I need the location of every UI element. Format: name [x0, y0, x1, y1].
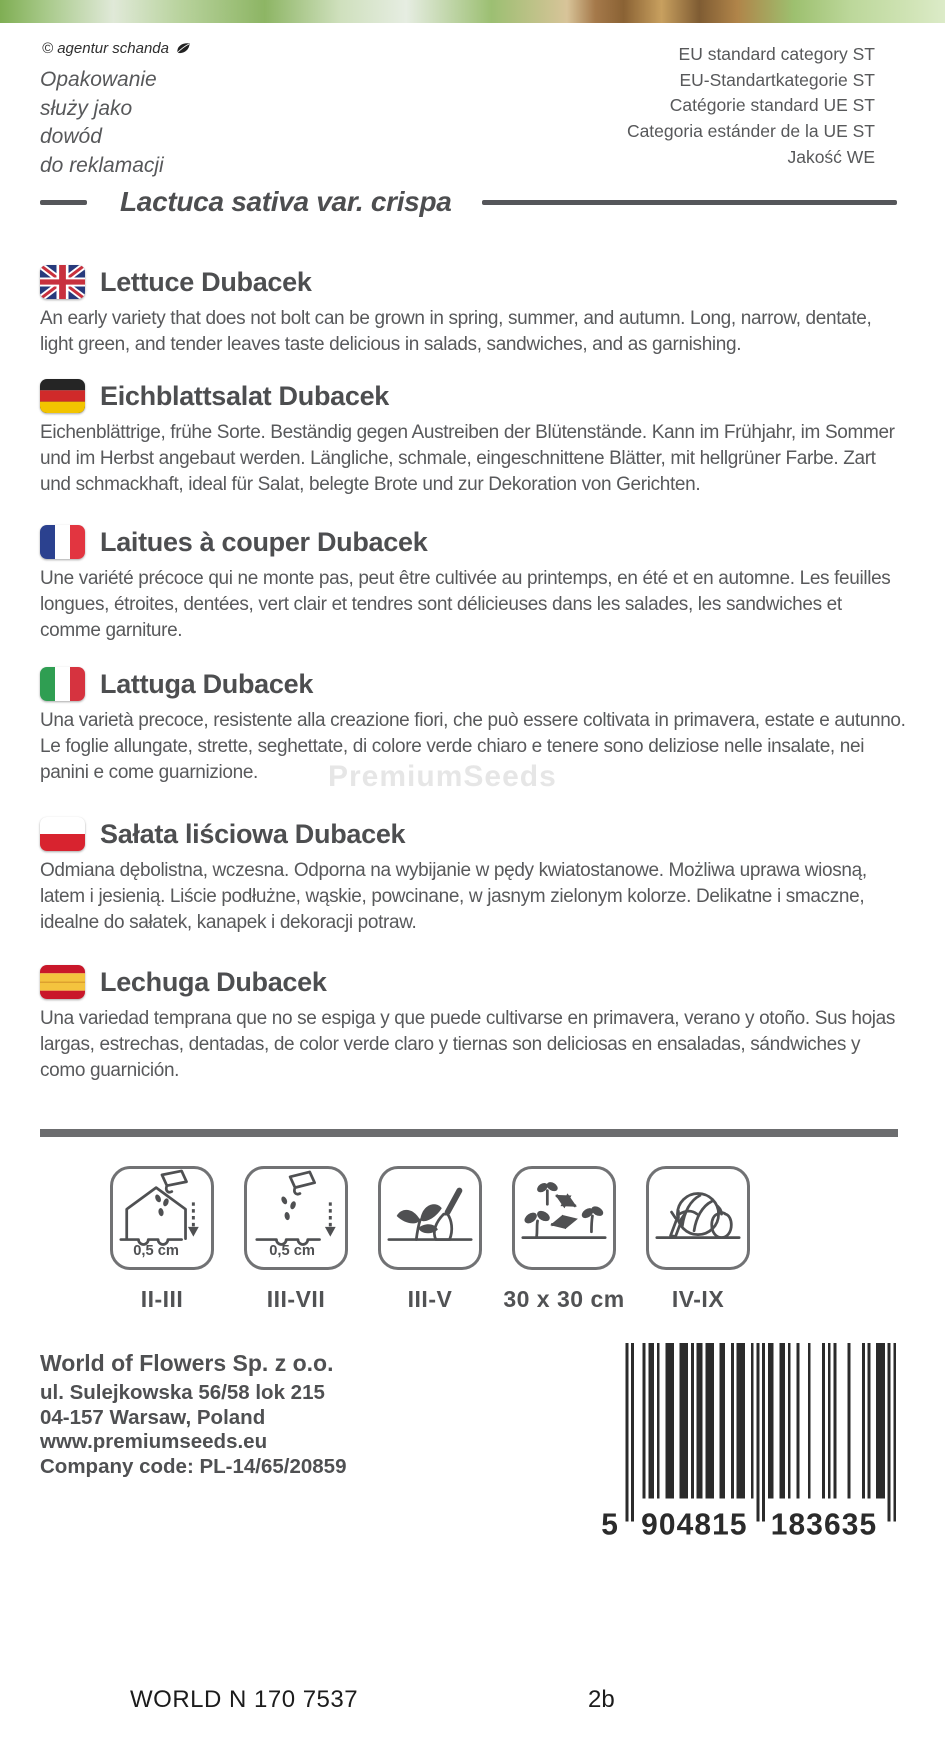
- pictogram-sow-under-cover: [110, 1166, 214, 1313]
- company-address-line: ul. Sulejkowska 56/58 lok 215: [40, 1381, 325, 1404]
- pictogram-sow-outdoors: [244, 1166, 348, 1313]
- spacing-label: 30 x 30 cm: [503, 1286, 625, 1312]
- pictogram-row: [110, 1166, 750, 1313]
- section-description: An early variety that does not bolt can be grown in spring, summer, and autumn. Long, narrow, dentate, light green, and tender leaves taste delicious in salads, sandwiches, and as garnishing.: [40, 308, 872, 355]
- pictogram-box: [244, 1166, 348, 1270]
- sow-under-cover-icon: [113, 1169, 211, 1267]
- section-header: [40, 378, 906, 414]
- print-footer: [0, 1686, 945, 1726]
- section-title: Eichblattsalat Dubacek: [100, 380, 390, 411]
- section-title: Lettuce Dubacek: [100, 266, 312, 297]
- barcode-digits-right: 183635: [770, 1508, 877, 1539]
- section-spanish: [40, 964, 906, 1084]
- footer-batch-code: 2b: [588, 1686, 615, 1713]
- section-title: Laitues à couper Dubacek: [100, 526, 428, 557]
- pictogram-harvest: [646, 1166, 750, 1313]
- section-italian: [40, 666, 906, 786]
- month-label: III-VII: [266, 1286, 326, 1312]
- section-title: Sałata liściowa Dubacek: [100, 818, 406, 849]
- plant-out-icon: [381, 1169, 479, 1267]
- section-description: Una varietà precoce, resistente alla creazione fiori, che può essere coltivata in primavera, estate e autunno. Le foglie allungate, strette, seghettate, di colore verde chiaro e tenere sono deliziose nelle insalate, nei panini e come guarnizione.: [40, 710, 906, 783]
- botanical-title: Lactuca sativa var. crispa: [120, 186, 452, 217]
- watermark: PremiumSeeds: [328, 760, 557, 793]
- category-line: EU standard category ST: [678, 44, 875, 64]
- sow-depth-label: 0,5 cm: [269, 1243, 315, 1260]
- section-description: Une variété précoce qui ne monte pas, peut être cultivée au printemps, en été et en automne. Les feuilles longues, étroites, dentées, vert clair et tendres sont délicieuses dans les salades, les sandwiches et comme garniture.: [40, 568, 891, 641]
- sow-outdoors-icon: [247, 1169, 345, 1267]
- uk-flag-icon: [40, 265, 85, 299]
- poland-flag-icon: [40, 817, 85, 851]
- section-title: Lattuga Dubacek: [100, 668, 314, 699]
- month-label: II-III: [140, 1286, 184, 1312]
- section-header: [40, 264, 906, 300]
- pictogram-box: [646, 1166, 750, 1270]
- sow-depth-label: 0,5 cm: [133, 1243, 179, 1260]
- germany-flag-icon: [40, 379, 85, 413]
- section-polish: [40, 816, 906, 936]
- barcode-digit-first: 5: [601, 1508, 618, 1539]
- category-line: EU-Standartkategorie ST: [679, 69, 875, 90]
- claim-line: do reklamacji: [40, 153, 164, 177]
- section-description: Eichenblättrige, frühe Sorte. Beständig gegen Austreiben der Blütenstände. Kann im Frühjahr, im Sommer und im Herbst angebaut werden. Längliche, schmale, eingeschnittene Blätter, mit hellgrüner Farbe. Zart und schmackhaft, ideal für Salat, belegte Brote und zur Dekoration von Gerichten.: [40, 422, 895, 495]
- section-header: [40, 666, 906, 702]
- italy-flag-icon: [40, 667, 85, 701]
- claim-block: [40, 66, 164, 180]
- botanical-title-row: [40, 186, 897, 218]
- section-header: [40, 816, 906, 852]
- pictogram-plant-out: [378, 1166, 482, 1313]
- company-address-line: 04-157 Warsaw, Poland: [40, 1405, 266, 1429]
- france-flag-icon: [40, 525, 85, 559]
- lettuce-photo-strip: [0, 0, 945, 23]
- title-rule-right: [482, 200, 897, 205]
- claim-line: dowód: [40, 125, 102, 148]
- copyright-text: © agentur schanda: [42, 40, 169, 57]
- barcode-svg: [597, 1343, 899, 1539]
- eu-category-block: [627, 42, 875, 171]
- pictogram-plant-spacing: [503, 1166, 625, 1313]
- month-label: III-V: [407, 1286, 453, 1312]
- barcode-digits-left: 904815: [641, 1508, 747, 1539]
- claim-line: Opakowanie: [40, 68, 157, 91]
- pictogram-box: [378, 1166, 482, 1270]
- claim-line: służy jako: [40, 96, 133, 120]
- company-block: [40, 1350, 347, 1479]
- section-english: [40, 264, 906, 358]
- plant-spacing-icon: [515, 1169, 613, 1267]
- pictogram-box: [512, 1166, 616, 1270]
- category-line: Jakość WE: [787, 146, 875, 167]
- footer-print-code: WORLD N 170 7537: [130, 1686, 359, 1713]
- category-line: Categoria estánder de la UE ST: [626, 121, 875, 142]
- section-title: Lechuga Dubacek: [100, 966, 327, 997]
- category-line: Catégorie standard UE ST: [669, 95, 875, 116]
- leaf-logo-icon: [175, 41, 192, 56]
- section-header: [40, 964, 906, 1000]
- pictogram-box: [110, 1166, 214, 1270]
- section-description: Una variedad temprana que no se espiga y que puede cultivarse en primavera, verano y otoño. Sus hojas largas, estrechas, dentadas, de color verde claro y tiernas son deliciosas en ensaladas, sándwiches y como guarnición.: [40, 1008, 896, 1081]
- title-rule-left: [40, 200, 87, 205]
- month-label: IV-IX: [671, 1286, 725, 1312]
- section-header: [40, 524, 906, 560]
- spain-flag-icon: [40, 965, 85, 999]
- harvest-icon: [649, 1169, 747, 1267]
- section-divider: [40, 1129, 898, 1137]
- company-name: World of Flowers Sp. z o.o.: [40, 1350, 334, 1376]
- ean-barcode: [597, 1343, 899, 1539]
- company-website: www.premiumseeds.eu: [40, 1430, 268, 1453]
- section-description: Odmiana dębolistna, wczesna. Odporna na wybijanie w pędy kwiatostanowe. Możliwa uprawa wiosną, latem i jesienią. Liście podłużne, wąskie, powcinane, w jasnym zielonym kolorze. Delikatne i smaczne, idealne do sałatek, kanapek i dekoracji potraw.: [40, 860, 867, 933]
- company-code: Company code: PL-14/65/20859: [40, 1454, 347, 1478]
- section-french: [40, 524, 906, 644]
- section-german: [40, 378, 906, 498]
- copyright: [42, 40, 192, 57]
